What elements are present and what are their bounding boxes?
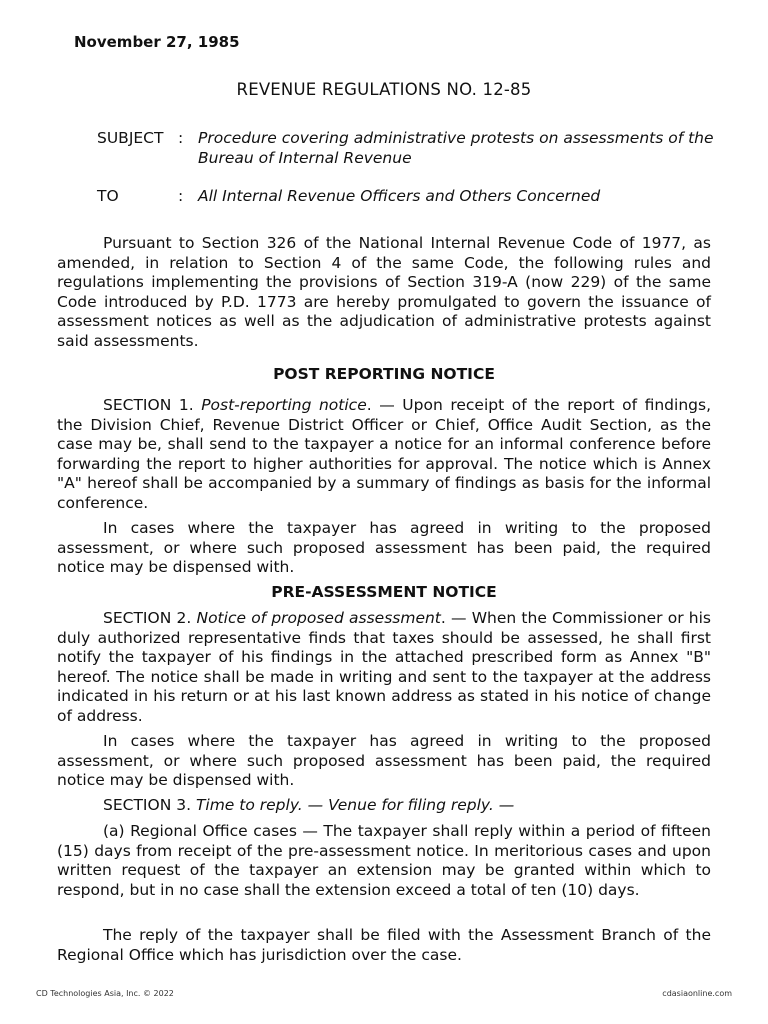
- section-2-body: . — When the Commissioner or his duly authorized representative finds that taxes should be assessed, he shall first notify the taxpayer of his findings in the attached prescribed form as Annex "B" hereof. The notice shall be made in writing and sent to the taxpayer at the address indicated in his return or at his last known address as stated in his notice of change of address.: [57, 609, 711, 725]
- section-2-continued: [57, 732, 711, 791]
- section-2-title: Notice of proposed assessment: [196, 609, 441, 627]
- section-3-title: Time to reply. — Venue for filing reply. —: [195, 796, 515, 814]
- section-3-reply: [57, 926, 711, 965]
- footer-website: cdasiaonline.com: [662, 989, 732, 998]
- subject-label: SUBJECT: [97, 129, 164, 147]
- document-date: November 27, 1985: [74, 33, 240, 51]
- section-3a-paragraph: (a) Regional Office cases — The taxpayer shall reply within a period of fifteen (15) days from receipt of the pre-assessment notice. In meritorious cases and upon written request of the taxpayer an extension may be granted within which to respond, but in no case shall the extension exceed a total of ten (10) days.: [57, 822, 711, 899]
- section-3-prefix: SECTION 3.: [103, 796, 196, 814]
- section-1: [57, 396, 711, 514]
- section-3-reply-paragraph: The reply of the taxpayer shall be filed with the Assessment Branch of the Regional Office which has jurisdiction over the case.: [57, 926, 711, 964]
- section-2-prefix: SECTION 2.: [103, 609, 197, 627]
- section-2-paragraph: [57, 609, 711, 727]
- section-3-heading: [57, 796, 711, 816]
- intro-section: [57, 234, 711, 352]
- heading-post-reporting: POST REPORTING NOTICE: [273, 365, 495, 383]
- section-2: [57, 609, 711, 727]
- footer-copyright: CD Technologies Asia, Inc. © 2022: [36, 989, 174, 998]
- section-1-prefix: SECTION 1.: [103, 396, 202, 414]
- document-title: REVENUE REGULATIONS NO. 12-85: [236, 80, 532, 99]
- section-1-paragraph: [57, 396, 711, 514]
- section-1-title: Post-reporting notice: [201, 396, 367, 414]
- subject-value: Procedure covering administrative protests on assessments of the Bureau of Internal Revenue: [198, 129, 714, 167]
- section-2-paragraph-2: In cases where the taxpayer has agreed in writing to the proposed assessment, or where such proposed assessment has been paid, the required notice may be dispensed with.: [57, 732, 711, 790]
- intro-paragraph: Pursuant to Section 326 of the National Internal Revenue Code of 1977, as amended, in relation to Section 4 of the same Code, the following rules and regulations implementing the provisions of Section 319-A (now 229) of the same Code introduced by P.D. 1773 are hereby promulgated to govern the issuance of assessment notices as well as the adjudication of administrative protests against said assessments.: [57, 234, 711, 350]
- section-1-paragraph-2: In cases where the taxpayer has agreed in writing to the proposed assessment, or where such proposed assessment has been paid, the required notice may be dispensed with.: [57, 519, 711, 577]
- subject-colon: :: [178, 129, 184, 147]
- section-1-body: . — Upon receipt of the report of findings, the Division Chief, Revenue District Officer or Chief, Office Audit Section, as the case may be, shall send to the taxpayer a notice for an informal conference before forwarding the report to higher authorities for approval. The notice which is Annex "A" hereof shall be accompanied by a summary of findings as basis for the informal conference.: [57, 396, 711, 512]
- to-value: All Internal Revenue Officers and Others Concerned: [198, 187, 601, 205]
- to-label: TO: [97, 187, 119, 205]
- heading-pre-assessment: PRE-ASSESSMENT NOTICE: [271, 583, 497, 601]
- section-1-continued: [57, 519, 711, 578]
- section-3a: [57, 822, 711, 900]
- section-3: [57, 796, 711, 816]
- to-colon: :: [178, 187, 184, 205]
